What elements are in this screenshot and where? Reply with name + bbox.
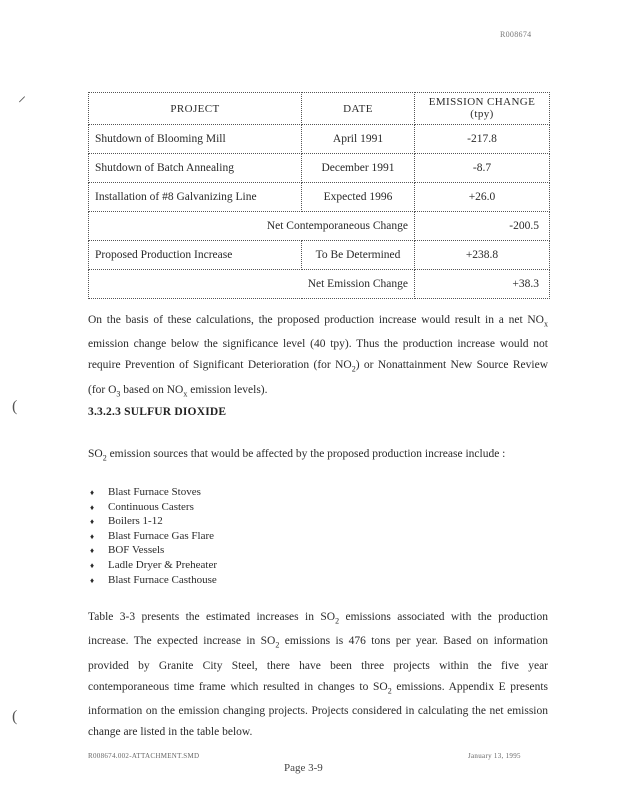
document-id: R008674 <box>500 30 532 39</box>
table-row <box>89 154 550 183</box>
section-heading: 3.3.2.3 SULFUR DIOXIDE <box>88 406 227 418</box>
margin-mark-bottom: ( <box>12 708 18 725</box>
net-emission-row <box>89 270 550 299</box>
list-item: ♦ Ladle Dryer & Preheater <box>90 558 217 573</box>
emission-cell: +26.0 <box>415 183 550 212</box>
so2-intro-paragraph: $SO_2$ emission sources that would be affected by the proposed production increase include : <box>88 448 506 463</box>
date-cell: December 1991 <box>302 154 415 183</box>
list-item: ♦ Boilers 1-12 <box>90 514 217 529</box>
column-header-project: PROJECT <box>89 93 302 125</box>
nox-conclusion-paragraph: On the basis of these calculations, the proposed production increase would result in a net $NO_x$ emission change below the significance level (40 tpy). Thus the production increase would not require Prevention of Significant Deterioration (for $NO_2$) or Nonattainment New Source Review (for $O_3$ based on $NO_x$ emission levels). <box>88 314 548 398</box>
date-cell: April 1991 <box>302 125 415 154</box>
table-row <box>89 125 550 154</box>
emission-change-table <box>88 92 550 299</box>
emission-source-list <box>90 485 217 587</box>
net-contemporaneous-row <box>89 212 550 241</box>
list-item: ♦ Blast Furnace Gas Flare <box>90 529 217 544</box>
so2-analysis-paragraph: Table 3-3 presents the estimated increases in $SO_2$ emissions associated with the production increase. The expected increase in $SO_2$ emissions is 476 tons per year. Based on information provided by Granite City Steel, there have been three projects within the five year contemporaneous time frame which resulted in changes to $SO_2$ emissions. Appendix E presents information on the emission changing projects. Projects considered in calculating the net emission change are listed in the table below. <box>88 611 548 738</box>
emission-cell: -217.8 <box>415 125 550 154</box>
footer-date: January 13, 1995 <box>468 752 521 760</box>
project-cell: Shutdown of Batch Annealing <box>89 154 302 183</box>
list-item: ♦ Blast Furnace Stoves <box>90 485 217 500</box>
column-header-date: DATE <box>302 93 415 125</box>
project-cell: Installation of #8 Galvanizing Line <box>89 183 302 212</box>
table-row <box>89 183 550 212</box>
emission-cell: -8.7 <box>415 154 550 183</box>
net-emission-label: Net Emission Change <box>89 270 415 299</box>
project-cell: Shutdown of Blooming Mill <box>89 125 302 154</box>
table-header-row <box>89 93 550 125</box>
list-item: ♦ Continuous Casters <box>90 500 217 515</box>
page-number: Page 3-9 <box>284 762 323 774</box>
date-cell: Expected 1996 <box>302 183 415 212</box>
list-item: ♦ BOF Vessels <box>90 543 217 558</box>
emission-cell: +238.8 <box>415 241 550 270</box>
margin-mark-top: ⸝ <box>18 88 27 105</box>
list-item: ♦ Blast Furnace Casthouse <box>90 573 217 588</box>
project-cell: Proposed Production Increase <box>89 241 302 270</box>
net-contemporaneous-value: -200.5 <box>415 212 550 241</box>
net-contemporaneous-label: Net Contemporaneous Change <box>89 212 415 241</box>
net-emission-value: +38.3 <box>415 270 550 299</box>
column-header-emission-change: EMISSION CHANGE (tpy) <box>415 93 550 125</box>
margin-mark-middle: ( <box>12 398 18 415</box>
proposed-increase-row <box>89 241 550 270</box>
footer-file-reference: R008674.002-ATTACHMENT.SMD <box>88 752 200 760</box>
date-cell: To Be Determined <box>302 241 415 270</box>
